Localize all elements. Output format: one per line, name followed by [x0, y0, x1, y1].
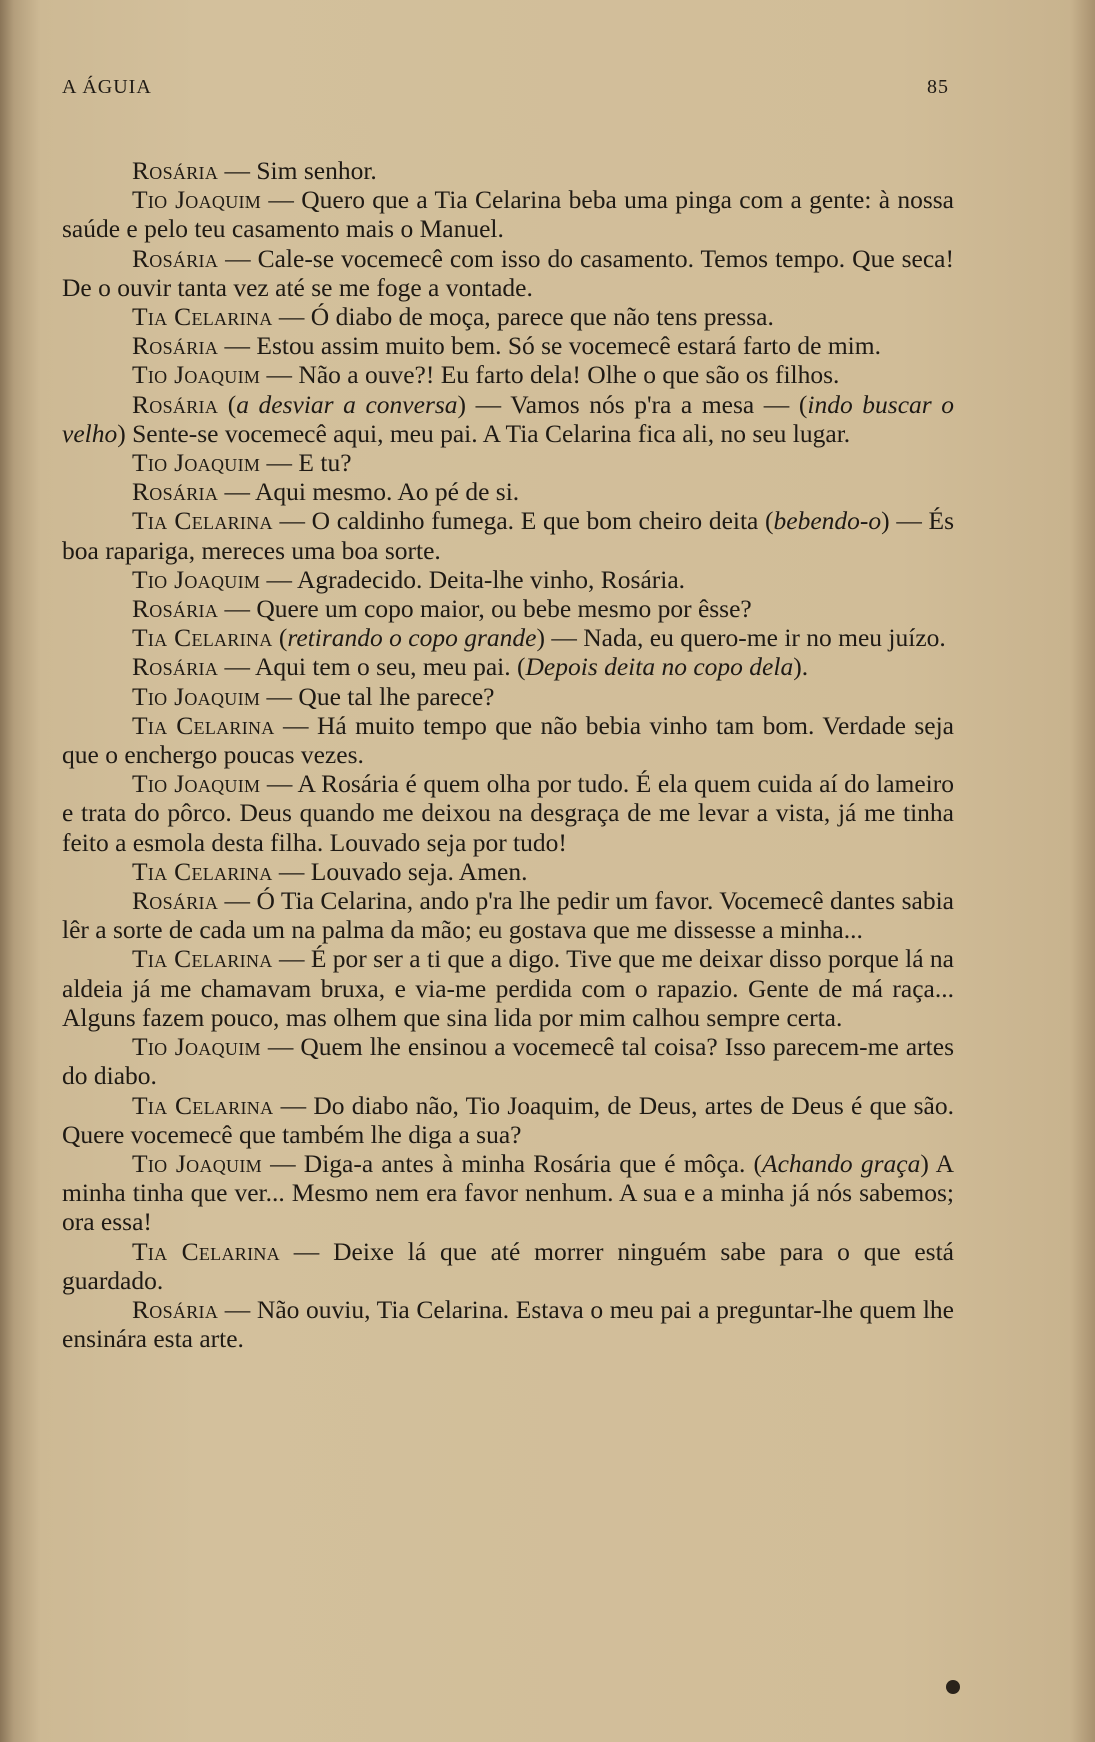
- dialogue-paragraph: [62, 623, 954, 652]
- speech-text: — É por ser a ti que a digo. Tive que me deixar disso porque lá na aldeia já me chamavam bruxa, e via-me perdida com o rapazio. Gente de má raça... Alguns fazem pouco, mas olhem que sina lida por mim calhou sempre certa.: [62, 944, 955, 1032]
- page-number: 85: [927, 76, 949, 98]
- dialogue-paragraph: [62, 477, 954, 506]
- speaker-name: Rosária: [132, 389, 219, 419]
- speech-text: ) — És boa rapariga, mereces uma boa sorte.: [62, 506, 954, 565]
- speaker-name: Rosária: [132, 886, 219, 916]
- speech-text: ) Sente-se vocemecê aqui, meu pai. A Tia Celarina fica ali, no seu lugar.: [117, 418, 851, 448]
- speaker-name: Tio Joaquim: [132, 360, 261, 390]
- dialogue-paragraph: [62, 448, 954, 477]
- dialogue-paragraph: [62, 244, 954, 302]
- speaker-name: Tia Celarina: [132, 856, 273, 886]
- speech-text: ).: [793, 652, 809, 682]
- speech-text: — Sim senhor.: [218, 156, 377, 185]
- speaker-name: Rosária: [132, 243, 219, 273]
- speaker-name: Tia Celarina: [132, 623, 273, 653]
- speech-text: — Não a ouve?! Eu farto dela! Olhe o que são os filhos.: [260, 360, 840, 390]
- speech-text: ) — Nada, eu quero-me ir no meu juízo.: [536, 623, 946, 653]
- speaker-name: Tio Joaquim: [132, 1032, 261, 1062]
- stage-direction: Depois deita no copo dela: [525, 652, 794, 682]
- dialogue-paragraph: [62, 565, 954, 594]
- stage-direction: retirando o copo grande: [287, 623, 537, 653]
- speaker-name: Rosária: [132, 156, 219, 185]
- dialogue-paragraph: [62, 506, 954, 564]
- dialogue-paragraph: [62, 682, 954, 711]
- speech-text: — Agradecido. Deita-lhe vinho, Rosária.: [260, 564, 686, 594]
- dialogue-paragraph: [62, 1295, 954, 1353]
- dialogue-paragraph: [62, 156, 954, 185]
- speaker-name: Tia Celarina: [132, 710, 275, 740]
- speech-text: — A Rosária é quem olha por tudo. É ela quem cuida aí do lameiro e trata do pôrco. Deus quando me deixou na desgraça de me levar a vista, já me tinha feito a esmola desta filha. Louvado seja por tudo!: [62, 769, 955, 857]
- speech-text: — Diga-a antes à minha Rosária que é môça. (: [261, 1148, 763, 1178]
- dialogue-paragraph: [62, 857, 954, 886]
- speaker-name: Rosária: [132, 477, 219, 507]
- dialogue-paragraph: [62, 769, 954, 857]
- speech-text: — Deixe lá que até morrer ninguém sabe para o que está guardado.: [62, 1236, 954, 1295]
- speaker-name: Tio Joaquim: [132, 681, 261, 711]
- speaker-name: Tia Celarina: [132, 944, 273, 974]
- dialogue-paragraph: [62, 302, 954, 331]
- speech-text: — Quero que a Tia Celarina beba uma pinga com a gente: à nossa saúde e pelo teu casamento mais o Manuel.: [62, 185, 954, 244]
- dialogue-paragraph: [62, 390, 954, 448]
- speech-text: — E tu?: [260, 448, 352, 478]
- speaker-name: Tio Joaquim: [132, 1148, 262, 1178]
- speech-text: — Que tal lhe parece?: [260, 681, 495, 711]
- dialogue-paragraph: [62, 594, 954, 623]
- speaker-name: Tia Celarina: [132, 1236, 280, 1266]
- dialogue-paragraph: [62, 1032, 954, 1090]
- speech-text: — Não ouviu, Tia Celarina. Estava o meu pai a preguntar-lhe quem lhe ensinára esta arte.: [62, 1294, 954, 1354]
- dialogue-paragraph: [62, 944, 954, 1032]
- dialogue-paragraph: [62, 331, 954, 360]
- speech-text: — Há muito tempo que não bebia vinho tam bom. Verdade seja que o enchergo poucas vezes.: [62, 710, 954, 770]
- stage-direction: bebendo-o: [773, 506, 882, 536]
- speaker-name: Rosária: [132, 331, 219, 361]
- speaker-name: Tio Joaquim: [132, 448, 261, 478]
- speech-text: ) — Vamos nós p'ra a mesa — (: [457, 389, 808, 419]
- speech-text: (: [272, 623, 288, 653]
- dialogue-paragraph: [62, 711, 954, 769]
- speech-text: — O caldinho fumega. E que bom cheiro deita (: [272, 506, 774, 536]
- page-header: [62, 76, 949, 99]
- speaker-name: Tia Celarina: [132, 1090, 274, 1120]
- speaker-name: Tia Celarina: [132, 506, 273, 536]
- speaker-name: Tio Joaquim: [132, 185, 262, 215]
- speech-text: — Quere um copo maior, ou bebe mesmo por êsse?: [218, 594, 752, 624]
- speech-text: — Ó diabo de moça, parece que não tens pressa.: [272, 302, 774, 332]
- dialogue-paragraph: [62, 185, 954, 243]
- dialogue-paragraph: [62, 1091, 954, 1149]
- speech-text: — Quem lhe ensinou a vocemecê tal coisa? Isso parecem-me artes do diabo.: [62, 1032, 954, 1091]
- printer-ornament-icon: [946, 1680, 960, 1694]
- speech-text: — Aqui tem o seu, meu pai. (: [218, 652, 526, 682]
- speech-text: — Cale-se vocemecê com isso do casamento. Temos tempo. Que seca! De o ouvir tanta vez até se me foge a vontade.: [62, 243, 954, 302]
- speech-text: — Estou assim muito bem. Só se vocemecê estará farto de mim.: [218, 331, 881, 361]
- speech-text: — Louvado seja. Amen.: [272, 856, 528, 886]
- dialogue-paragraph: [62, 1149, 954, 1237]
- stage-direction: a desviar a conversa: [236, 389, 458, 419]
- dialogue-paragraph: [62, 1237, 954, 1295]
- speech-text: ) A minha tinha que ver... Mesmo nem era favor nenhum. A sua e a minha já nós sabemos; ora essa!: [62, 1148, 955, 1237]
- dialogue-paragraph: [62, 886, 954, 944]
- speech-text: — Ó Tia Celarina, ando p'ra lhe pedir um favor. Vocemecê dantes sabia lêr a sorte de cada um na palma da mão; eu gostava que me dissesse a minha...: [62, 886, 954, 945]
- speech-text: — Do diabo não, Tio Joaquim, de Deus, artes de Deus é que são. Quere vocemecê que também lhe diga a sua?: [62, 1090, 954, 1149]
- running-title: A ÁGUIA: [62, 76, 152, 98]
- speaker-name: Tio Joaquim: [132, 564, 261, 594]
- dialogue-text: [62, 156, 954, 1353]
- speaker-name: Tia Celarina: [132, 302, 273, 332]
- stage-direction: indo buscar o velho: [62, 389, 955, 448]
- speaker-name: Rosária: [132, 594, 219, 624]
- speaker-name: Rosária: [132, 1294, 219, 1324]
- speaker-name: Rosária: [132, 652, 219, 682]
- stage-direction: Achando graça: [762, 1148, 921, 1178]
- speaker-name: Tio Joaquim: [132, 769, 261, 799]
- dialogue-paragraph: [62, 652, 954, 681]
- speech-text: (: [218, 389, 237, 419]
- speech-text: — Aqui mesmo. Ao pé de si.: [218, 477, 520, 507]
- dialogue-paragraph: [62, 360, 954, 389]
